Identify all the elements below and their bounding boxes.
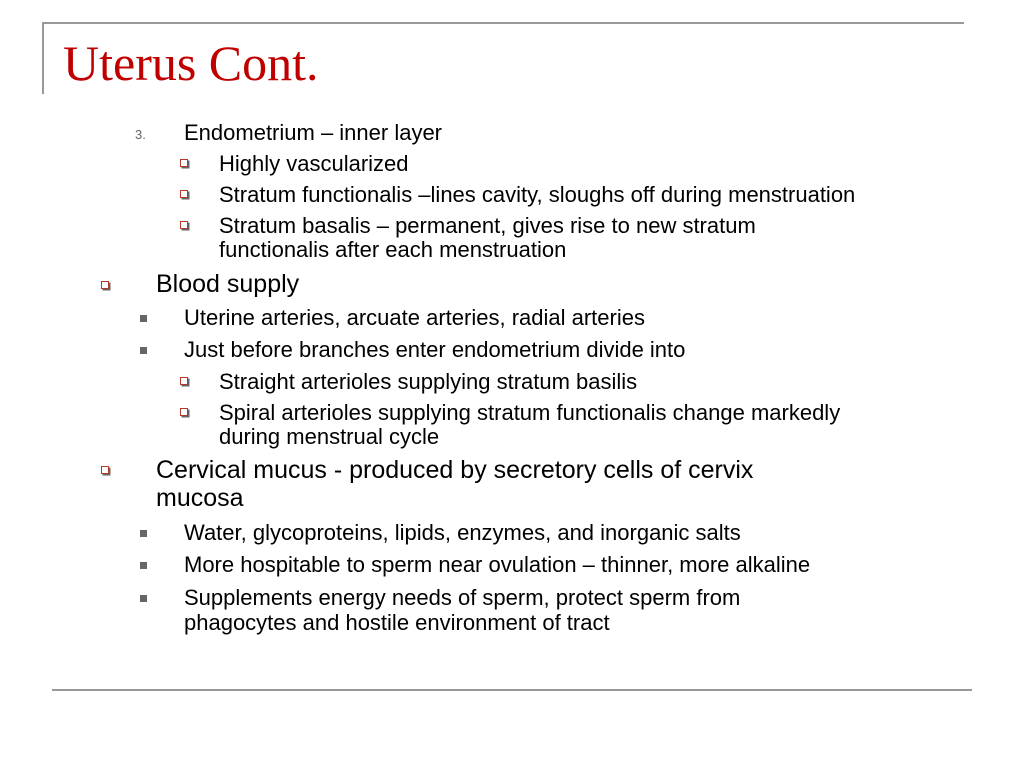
solid-square-bullet-icon xyxy=(140,595,147,602)
list-item-continuation: mucosa xyxy=(156,484,244,512)
bottom-rule xyxy=(52,689,972,691)
list-item: Just before branches enter endometrium divide into xyxy=(184,337,686,362)
list-item: Stratum basalis – permanent, gives rise to new stratum xyxy=(219,213,756,238)
solid-square-bullet-icon xyxy=(140,562,147,569)
top-rule xyxy=(42,22,964,24)
solid-square-bullet-icon xyxy=(140,315,147,322)
list-item-continuation: functionalis after each menstruation xyxy=(219,237,567,262)
list-item-blood-supply: Blood supply xyxy=(156,270,300,298)
list-item-continuation: phagocytes and hostile environment of tract xyxy=(184,610,610,635)
hollow-square-bullet-icon xyxy=(180,190,188,198)
list-item: More hospitable to sperm near ovulation – thinner, more alkaline xyxy=(184,552,811,577)
solid-square-bullet-icon xyxy=(140,347,147,354)
list-item: Spiral arterioles supplying stratum functionalis change markedly xyxy=(219,400,841,425)
slide-title: Uterus Cont. xyxy=(63,35,319,91)
list-item: Straight arterioles supplying stratum basilis xyxy=(219,369,638,394)
hollow-square-bullet-icon xyxy=(101,281,109,289)
hollow-square-bullet-icon xyxy=(180,377,188,385)
solid-square-bullet-icon xyxy=(140,530,147,537)
hollow-square-bullet-icon xyxy=(101,466,109,474)
hollow-square-bullet-icon xyxy=(180,408,188,416)
list-item-endometrium: Endometrium – inner layer xyxy=(184,120,443,145)
hollow-square-bullet-icon xyxy=(180,221,188,229)
list-item: Supplements energy needs of sperm, protect sperm from xyxy=(184,585,741,610)
list-number: 3. xyxy=(135,127,146,142)
list-item-continuation: during menstrual cycle xyxy=(219,424,440,449)
list-item: Water, glycoproteins, lipids, enzymes, and inorganic salts xyxy=(184,520,741,545)
list-item: Highly vascularized xyxy=(219,151,409,176)
list-item-cervical-mucus: Cervical mucus - produced by secretory cells of cervix xyxy=(156,456,754,484)
list-item: Uterine arteries, arcuate arteries, radial arteries xyxy=(184,305,645,330)
left-rule xyxy=(42,22,44,94)
list-item: Stratum functionalis –lines cavity, sloughs off during menstruation xyxy=(219,182,856,207)
hollow-square-bullet-icon xyxy=(180,159,188,167)
